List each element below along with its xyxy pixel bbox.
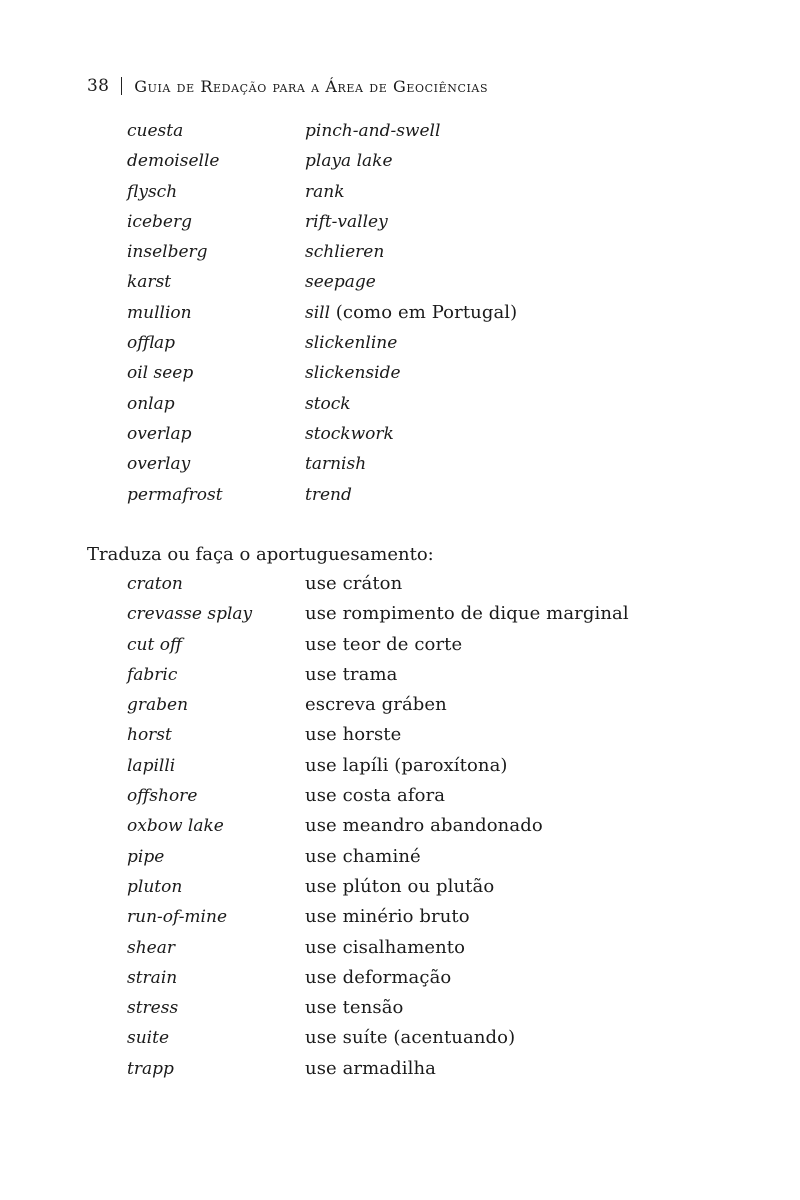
translation-term: oxbow lake — [127, 816, 224, 837]
glossary-term: demoiselle — [127, 151, 220, 172]
translation-instruction: use cisalhamento — [305, 936, 466, 958]
translation-row — [127, 963, 629, 993]
glossary-term: flysch — [127, 181, 178, 202]
translation-row — [127, 1023, 629, 1053]
translation-instruction: use chaminé — [305, 845, 421, 867]
glossary-term: karst — [127, 272, 172, 293]
translation-instruction: use plúton ou plutão — [305, 875, 495, 897]
translation-term-list — [127, 569, 629, 1084]
glossary-equivalent: stockwork — [305, 423, 394, 444]
glossary-term: oil seep — [127, 363, 194, 384]
translation-instruction: escreva gráben — [305, 694, 447, 716]
glossary-row — [127, 358, 517, 388]
glossary-term: offlap — [127, 333, 176, 354]
glossary-equivalent: pinch-and-swell — [305, 121, 441, 141]
glossary-term: permafrost — [127, 484, 223, 505]
translation-term: crevasse splay — [127, 604, 253, 625]
translation-row — [127, 751, 629, 781]
glossary-equivalent: stock — [305, 393, 351, 414]
translation-term: pipe — [127, 846, 165, 867]
glossary-equivalent-with-note — [305, 298, 517, 328]
glossary-equivalent: sill — [305, 302, 331, 323]
header-separator — [121, 77, 122, 95]
glossary-term: iceberg — [127, 211, 192, 232]
translation-instruction: use horste — [305, 724, 402, 746]
glossary-term: mullion — [127, 302, 192, 323]
translation-instruction: use cráton — [305, 573, 403, 594]
translation-row — [127, 1054, 629, 1084]
glossary-row — [127, 449, 517, 479]
translation-instruction: use minério bruto — [305, 906, 470, 928]
glossary-equivalent: playa lake — [305, 151, 393, 172]
glossary-equivalent: schlieren — [305, 242, 385, 263]
translation-row — [127, 630, 629, 660]
glossary-row — [127, 177, 517, 207]
translation-row — [127, 660, 629, 690]
translation-instruction: use meandro abandonado — [305, 815, 543, 837]
glossary-row — [127, 116, 517, 146]
translation-row — [127, 599, 629, 629]
translation-row — [127, 569, 629, 599]
glossary-equivalent: seepage — [305, 272, 376, 293]
translation-instruction: use costa afora — [305, 785, 446, 807]
translation-instruction: use tensão — [305, 997, 404, 1019]
glossary-term: cuesta — [127, 121, 184, 141]
glossary-row — [127, 267, 517, 297]
translation-section-intro: Traduza ou faça o aportuguesamento: — [87, 544, 434, 565]
glossary-equivalent: trend — [305, 484, 352, 505]
glossary-term: inselberg — [127, 242, 208, 263]
translation-row — [127, 842, 629, 872]
translation-row — [127, 902, 629, 932]
glossary-term-list — [127, 116, 517, 510]
glossary-row — [127, 237, 517, 267]
translation-term: suite — [127, 1028, 170, 1049]
translation-row — [127, 933, 629, 963]
glossary-row — [127, 480, 517, 510]
glossary-term: onlap — [127, 393, 175, 414]
translation-term: offshore — [127, 786, 198, 807]
glossary-row — [127, 389, 517, 419]
translation-term: strain — [127, 967, 178, 988]
glossary-note: (como em Portugal) — [335, 301, 518, 323]
running-title: Guia de Redação para a Área de Geociências — [134, 76, 489, 96]
page-number: 38 — [87, 76, 110, 96]
translation-row — [127, 811, 629, 841]
translation-instruction: use teor de corte — [305, 633, 463, 655]
glossary-equivalent: rank — [305, 181, 345, 202]
glossary-term: overlay — [127, 454, 191, 475]
translation-term: fabric — [127, 664, 178, 685]
translation-term: graben — [127, 695, 189, 716]
translation-row — [127, 690, 629, 720]
glossary-row — [127, 146, 517, 176]
translation-term: trapp — [127, 1058, 174, 1079]
translation-instruction: use trama — [305, 663, 398, 685]
glossary-equivalent: slickenside — [305, 363, 401, 384]
glossary-equivalent: rift-valley — [305, 211, 388, 232]
translation-term: cut off — [127, 634, 182, 655]
translation-term: horst — [127, 725, 172, 746]
running-head — [87, 74, 488, 98]
glossary-row — [127, 419, 517, 449]
glossary-equivalent: slickenline — [305, 333, 398, 354]
glossary-row — [127, 298, 517, 328]
translation-term: run-of-mine — [127, 907, 227, 928]
translation-row — [127, 781, 629, 811]
translation-instruction: use suíte (acentuando) — [305, 1027, 516, 1049]
translation-term: shear — [127, 937, 175, 958]
translation-term: lapilli — [127, 755, 176, 776]
translation-row — [127, 720, 629, 750]
glossary-row — [127, 328, 517, 358]
translation-term: stress — [127, 998, 179, 1019]
translation-instruction: use deformação — [305, 966, 452, 988]
translation-row — [127, 872, 629, 902]
glossary-term: overlap — [127, 423, 192, 444]
glossary-row — [127, 207, 517, 237]
translation-term: craton — [127, 574, 183, 594]
translation-instruction: use lapíli (paroxítona) — [305, 754, 508, 776]
glossary-equivalent: tarnish — [305, 454, 367, 475]
translation-term: pluton — [127, 876, 183, 897]
translation-instruction: use armadilha — [305, 1057, 437, 1079]
translation-row — [127, 993, 629, 1023]
translation-instruction: use rompimento de dique marginal — [305, 603, 629, 625]
